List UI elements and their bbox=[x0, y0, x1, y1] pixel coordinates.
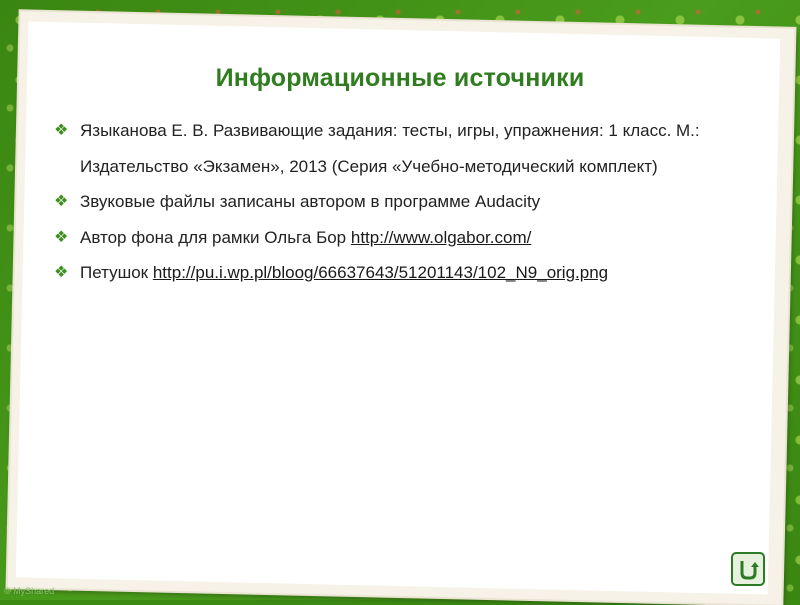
source-text: Языканова Е. В. Развивающие задания: тесты, игры, упражнения: 1 класс. М.: Издательство «Экзамен», 2013 (Серия «Учебно-методический комплект) bbox=[80, 121, 700, 176]
list-item bbox=[40, 184, 760, 220]
source-text: Звуковые файлы записаны автором в программе Audacity bbox=[80, 192, 541, 211]
diamond-bullet-icon: ❖ bbox=[54, 122, 69, 139]
diamond-bullet-icon: ❖ bbox=[54, 264, 69, 281]
rooster-image-link[interactable]: http://pu.i.wp.pl/bloog/66637643/51201143/102_N9_orig.png bbox=[152, 263, 609, 282]
sources-list bbox=[40, 113, 760, 291]
copyright-text: © MyShared bbox=[4, 586, 55, 596]
olgabor-link[interactable]: http://www.olgabor.com/ bbox=[350, 227, 532, 247]
list-item bbox=[40, 113, 760, 184]
diamond-bullet-icon: ❖ bbox=[54, 193, 69, 210]
return-arrow-icon bbox=[736, 557, 760, 581]
list-item bbox=[40, 220, 760, 256]
source-text: Автор фона для рамки Ольга Бор bbox=[80, 227, 351, 247]
source-text: Петушок bbox=[80, 263, 153, 282]
slide-title: Информационные источники bbox=[215, 64, 585, 92]
return-button[interactable] bbox=[731, 552, 765, 586]
diamond-bullet-icon: ❖ bbox=[54, 228, 69, 246]
slide-content bbox=[40, 52, 760, 291]
list-item bbox=[40, 255, 760, 291]
